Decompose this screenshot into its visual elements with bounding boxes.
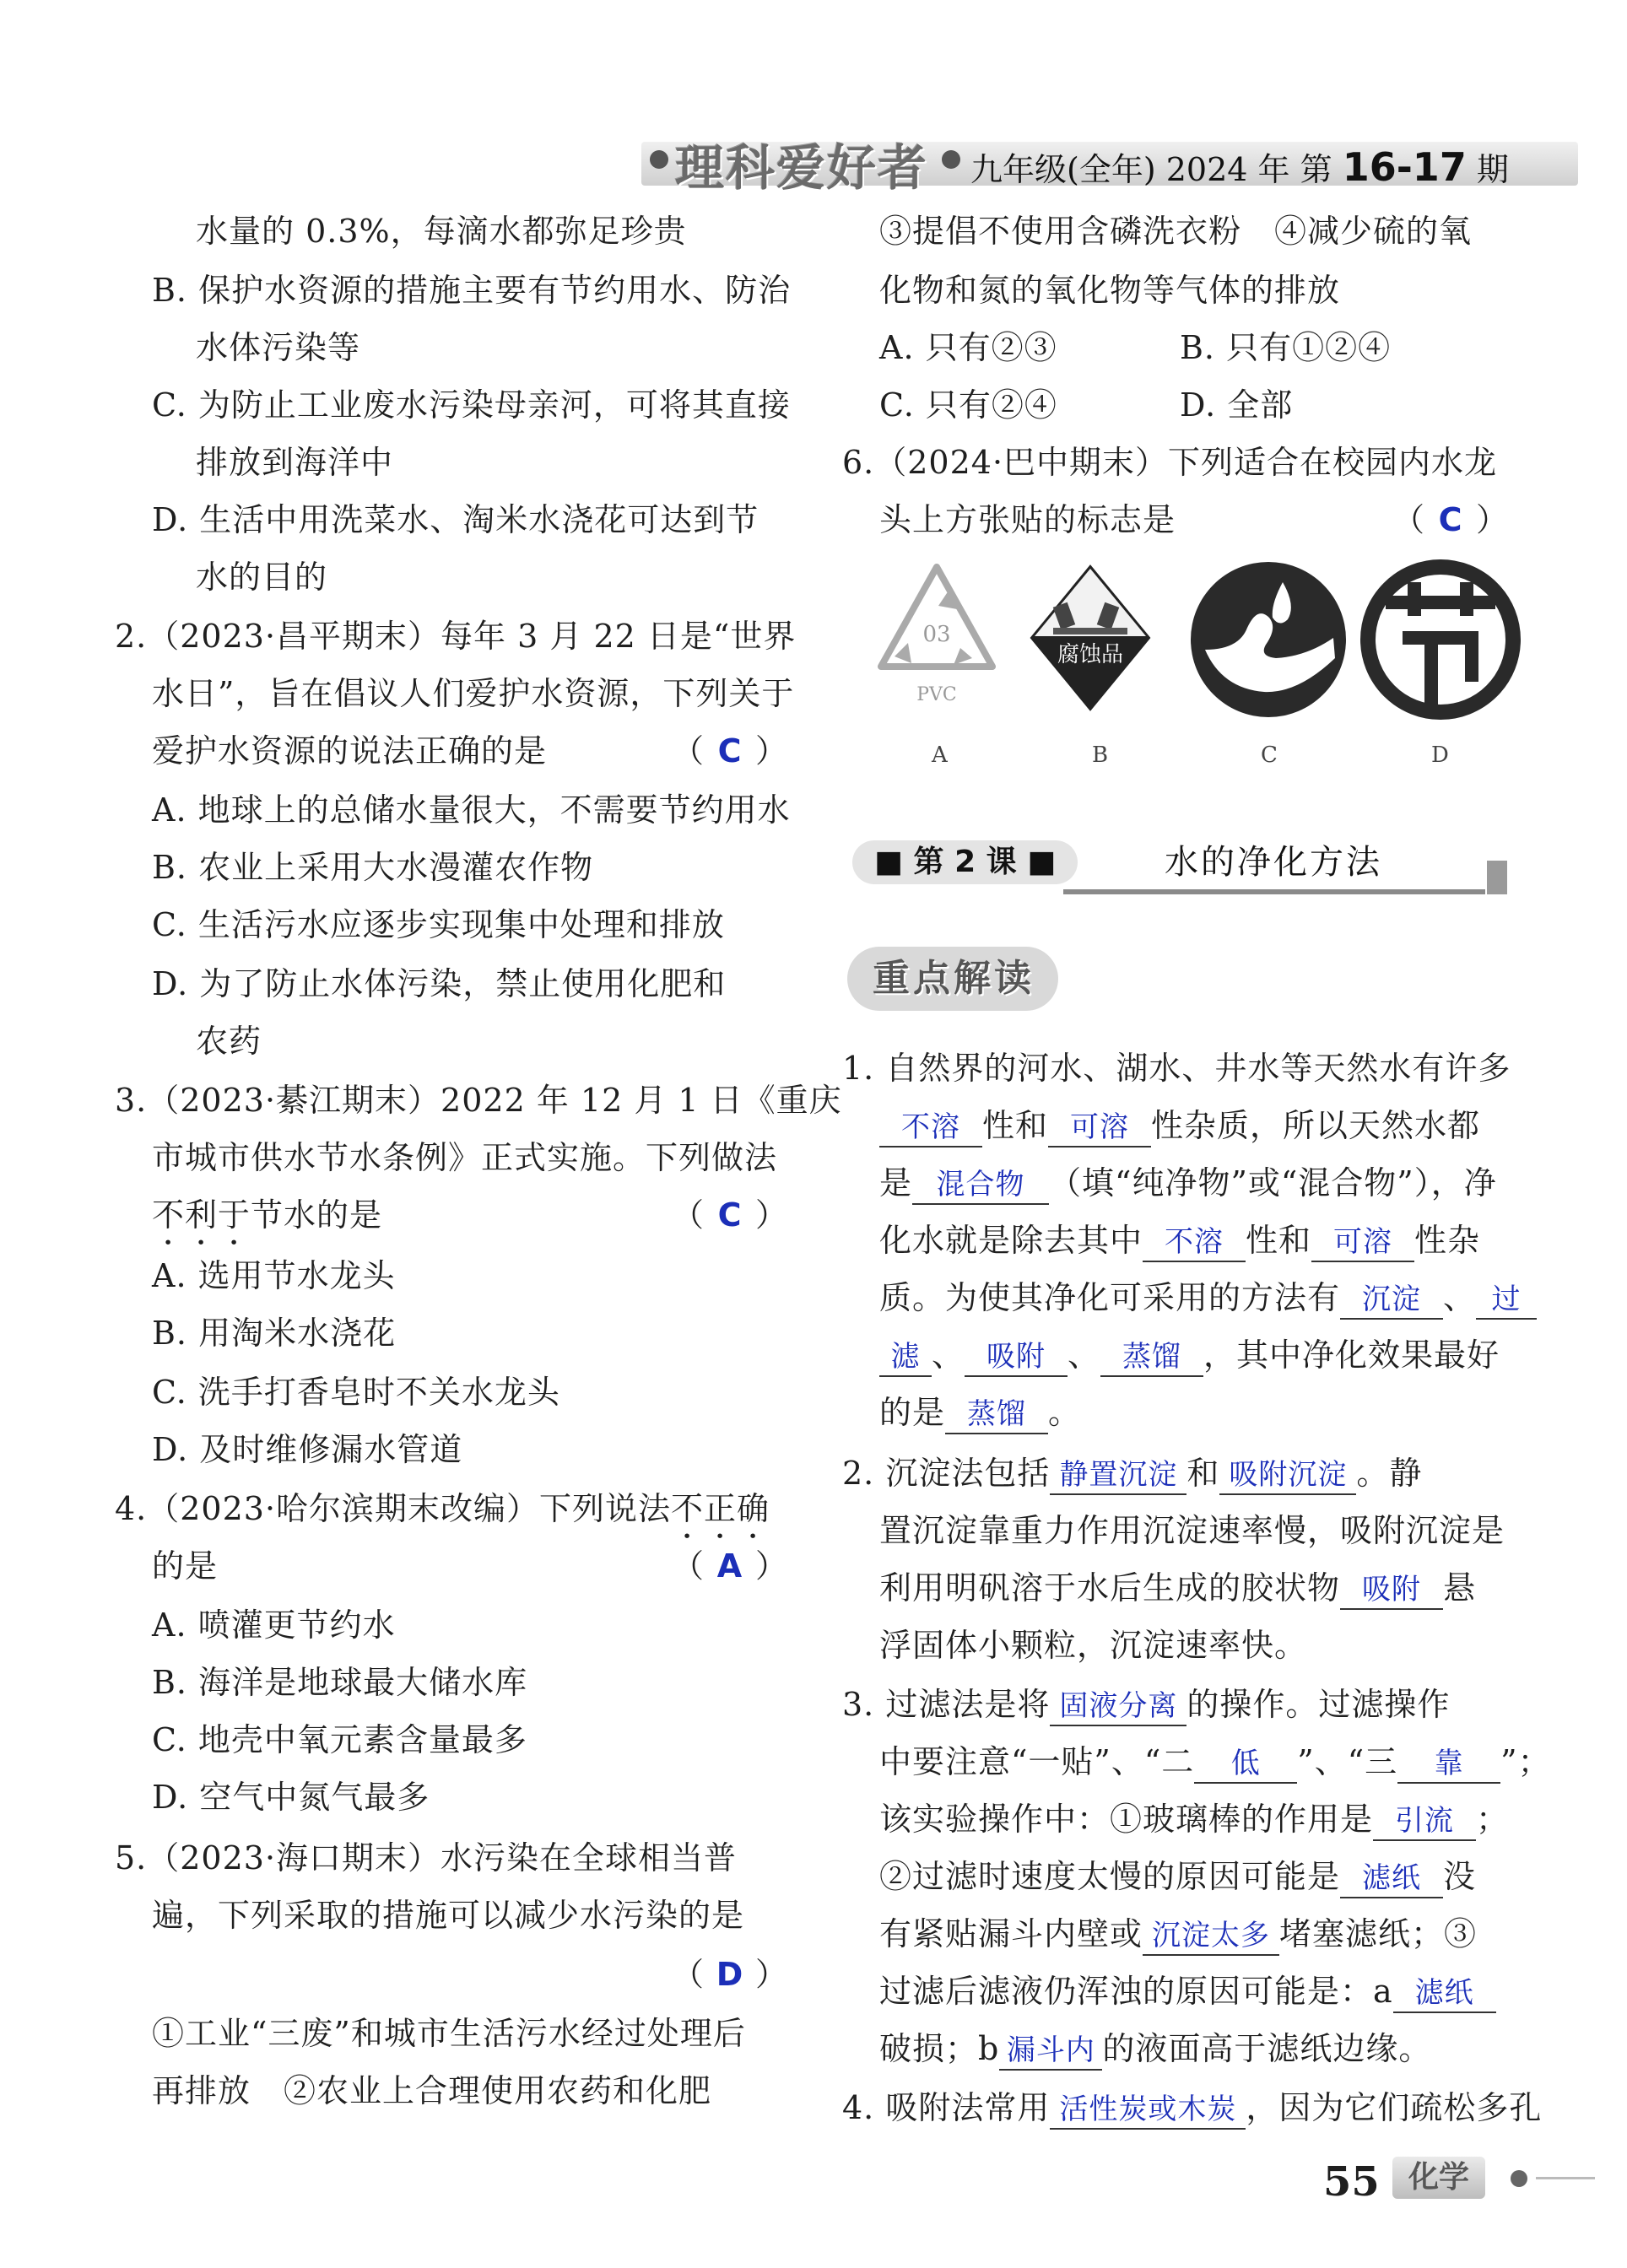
q5-statement-line1: ①工业“三废”和城市生活污水经过处理后 xyxy=(152,2015,746,2052)
issue-suffix: 期 xyxy=(1476,151,1509,188)
corrosive-hazard-icon xyxy=(1023,557,1158,726)
q6-stem-line2: 头上方张贴的标志是 xyxy=(879,501,1176,538)
q2-stem-line1: 2.（2023·昌平期末）每年 3 月 22 日是“世界 xyxy=(115,618,797,655)
issue-number: 16-17 xyxy=(1342,144,1467,190)
water-saving-icon xyxy=(1188,557,1349,726)
q5-answer-value: D xyxy=(716,1956,744,1993)
energy-saving-icon xyxy=(1360,557,1521,726)
q1-option-c-line1: C. 为防止工业废水污染母亲河，可将其直接 xyxy=(152,386,791,424)
icon-label-d: D xyxy=(1431,742,1449,768)
q3-option-b: B. 用淘米水浇花 xyxy=(152,1315,397,1352)
q5-option-a: A. 只有②③ xyxy=(879,329,1057,366)
q4-option-b: B. 海洋是地球最大储水库 xyxy=(152,1664,528,1701)
q2-answer: （ C ） xyxy=(672,729,788,773)
q5-answer: （ D ） xyxy=(672,1952,788,1996)
recycling-number: 03 xyxy=(922,622,951,647)
q3-answer: （ C ） xyxy=(672,1193,788,1237)
recycling-material: PVC xyxy=(916,684,957,705)
header-dot-icon xyxy=(650,150,668,169)
q4-answer-value: A xyxy=(716,1547,743,1585)
q1-option-d-line1: D. 生活中用洗菜水、淘米水浇花可达到节 xyxy=(152,501,759,538)
kp3-line3: 该实验操作中：①玻璃棒的作用是 引流 ； xyxy=(879,1797,1509,1841)
kp2-line4: 浮固体小颗粒，沉淀速率快。 xyxy=(879,1627,1308,1664)
kp3-line7: 破损；b 漏斗内 的液面高于滤纸边缘。 xyxy=(879,2027,1431,2071)
kp1-line6: 滤 、 吸附 、 蒸馏 ，其中净化效果最好 xyxy=(879,1333,1500,1377)
lesson-underline-cap xyxy=(1487,861,1507,894)
q2-option-a: A. 地球上的总储水量很大，不需要节约用水 xyxy=(152,791,791,829)
kp2-line3: 利用明矾溶于水后生成的胶状物 吸附 悬 xyxy=(879,1566,1476,1610)
q3-option-c: C. 洗手打香皂时不关水龙头 xyxy=(152,1374,560,1411)
q4-option-a: A. 喷灌更节约水 xyxy=(152,1606,396,1644)
kp3-line5: 有紧贴漏斗内壁或 沉淀太多 堵塞滤纸；③ xyxy=(879,1912,1477,1956)
q4-stem-line2: 的是 xyxy=(152,1547,219,1585)
q2-option-c: C. 生活污水应逐步实现集中处理和排放 xyxy=(152,906,725,943)
q5-statement-line3: ③提倡不使用含磷洗衣粉 ④减少硫的氧 xyxy=(879,213,1473,250)
kp1-line2: 不溶 性和 可溶 性杂质，所以天然水都 xyxy=(879,1104,1480,1148)
issue-info xyxy=(970,143,1509,190)
q6-stem-line1: 6.（2024·巴中期末）下列适合在校园内水龙 xyxy=(842,444,1498,481)
page-header xyxy=(641,127,1595,197)
q3-stem-line1: 3.（2023·綦江期末）2022 年 12 月 1 日《重庆 xyxy=(115,1082,842,1119)
q3-stem-line2: 市城市供水节水条例》正式实施。下列做法 xyxy=(152,1139,778,1176)
q3-answer-value: C xyxy=(717,1196,743,1234)
q1-option-c-line2: 排放到海洋中 xyxy=(196,444,394,481)
q1-option-d-line2: 水的目的 xyxy=(196,559,328,596)
q5-option-b: B. 只有①②④ xyxy=(1180,329,1392,366)
q3-option-d: D. 及时维修漏水管道 xyxy=(152,1431,463,1468)
q5-statement-line4: 化物和氮的氧化物等气体的排放 xyxy=(879,272,1341,309)
q4-emphasis: 不正确 xyxy=(671,1490,770,1527)
grade-info: 九年级(全年) 2024 年 第 xyxy=(970,151,1332,188)
kp4-line1: 4. 吸附法常用 活性炭或木炭 ，因为它们疏松多孔 xyxy=(842,2086,1542,2130)
lesson-number: ■ 第 2 课 ■ xyxy=(852,840,1078,884)
key-points-banner: 重点解读 xyxy=(847,947,1058,1011)
kp1-line5: 质。为使其净化可采用的方法有 沉淀 、 过 xyxy=(879,1276,1537,1320)
q5-stem-line1: 5.（2023·海口期末）水污染在全球相当普 xyxy=(115,1839,738,1876)
lesson-header xyxy=(852,835,1502,903)
q4-option-d: D. 空气中氮气最多 xyxy=(152,1779,430,1816)
q2-stem-line2: 水日”，旨在倡议人们爱护水资源，下列关于 xyxy=(152,675,795,712)
kp1-line7: 的是 蒸馏 。 xyxy=(879,1390,1081,1434)
header-dot-icon xyxy=(942,150,960,169)
q2-option-d-line2: 农药 xyxy=(196,1023,262,1060)
kp1-line4: 化水就是除去其中 不溶 性和 可溶 性杂 xyxy=(879,1218,1480,1262)
q5-stem-line2: 遍，下列采取的措施可以减少水污染的是 xyxy=(152,1897,745,1934)
lesson-underline xyxy=(1063,889,1485,894)
q6-answer-value: C xyxy=(1438,501,1463,538)
q3-option-a: A. 选用节水龙头 xyxy=(152,1257,396,1294)
kp1-line3: 是 混合物 （填“纯净物”或“混合物”），净 xyxy=(879,1161,1497,1205)
kp1-line1: 1. 自然界的河水、湖水、井水等天然水有许多 xyxy=(842,1050,1511,1087)
q3-stem-line3: 不利于节水的是 xyxy=(152,1196,383,1234)
corrosive-label: 腐蚀品 xyxy=(1057,642,1124,667)
subject-tag: 化学 xyxy=(1392,2157,1485,2199)
page-number: 55 xyxy=(1323,2158,1380,2206)
q5-option-d: D. 全部 xyxy=(1180,386,1294,424)
kp3-line6: 过滤后滤液仍浑浊的原因可能是：a 滤纸 xyxy=(879,1969,1496,2013)
kp2-line2: 置沉淀靠重力作用沉淀速率慢，吸附沉淀是 xyxy=(879,1512,1505,1549)
kp2-line1: 2. 沉淀法包括 静置沉淀 和 吸附沉淀 。静 xyxy=(842,1451,1422,1495)
icon-label-a: A xyxy=(932,742,948,768)
footer-dot-icon xyxy=(1511,2170,1527,2187)
q2-answer-value: C xyxy=(717,732,743,770)
kp3-line1: 3. 过滤法是将 固液分离 的操作。过滤操作 xyxy=(842,1682,1450,1726)
q1-option-b-line1: B. 保护水资源的措施主要有节约用水、防治 xyxy=(152,272,792,309)
icon-label-c: C xyxy=(1261,742,1278,768)
lesson-title: 水的净化方法 xyxy=(1165,843,1382,882)
q4-option-c: C. 地壳中氧元素含量最多 xyxy=(152,1721,527,1758)
q1-option-b-line2: 水体污染等 xyxy=(196,329,361,366)
magazine-logo: 理科爱好者 xyxy=(675,139,929,197)
q1-continuation: 水量的 0.3%，每滴水都弥足珍贵 xyxy=(196,213,687,250)
q5-statement-line2: 再排放 ②农业上合理使用农药和化肥 xyxy=(152,2072,712,2109)
q4-stem-line1: 4.（2023·哈尔滨期末改编）下列说法不正确 xyxy=(115,1490,770,1527)
q4-answer: （ A ） xyxy=(672,1544,788,1588)
kp3-line2: 中要注意“一贴”、“二 低 ”、“三 靠 ”； xyxy=(879,1740,1551,1784)
footer-rule xyxy=(1536,2177,1595,2179)
q2-option-b: B. 农业上采用大水漫灌农作物 xyxy=(152,849,594,886)
icon-label-b: B xyxy=(1092,742,1109,768)
q2-stem-line3: 爱护水资源的说法正确的是 xyxy=(152,732,548,770)
q2-option-d-line1: D. 为了防止水体污染，禁止使用化肥和 xyxy=(152,965,727,1002)
kp3-line4: ②过滤时速度太慢的原因可能是 滤纸 没 xyxy=(879,1855,1476,1898)
q6-answer: （ C ） xyxy=(1392,498,1509,542)
q5-option-c: C. 只有②④ xyxy=(879,386,1057,424)
q3-emphasis: 不利于 xyxy=(152,1196,251,1234)
recycling-pvc-icon xyxy=(869,557,1004,726)
